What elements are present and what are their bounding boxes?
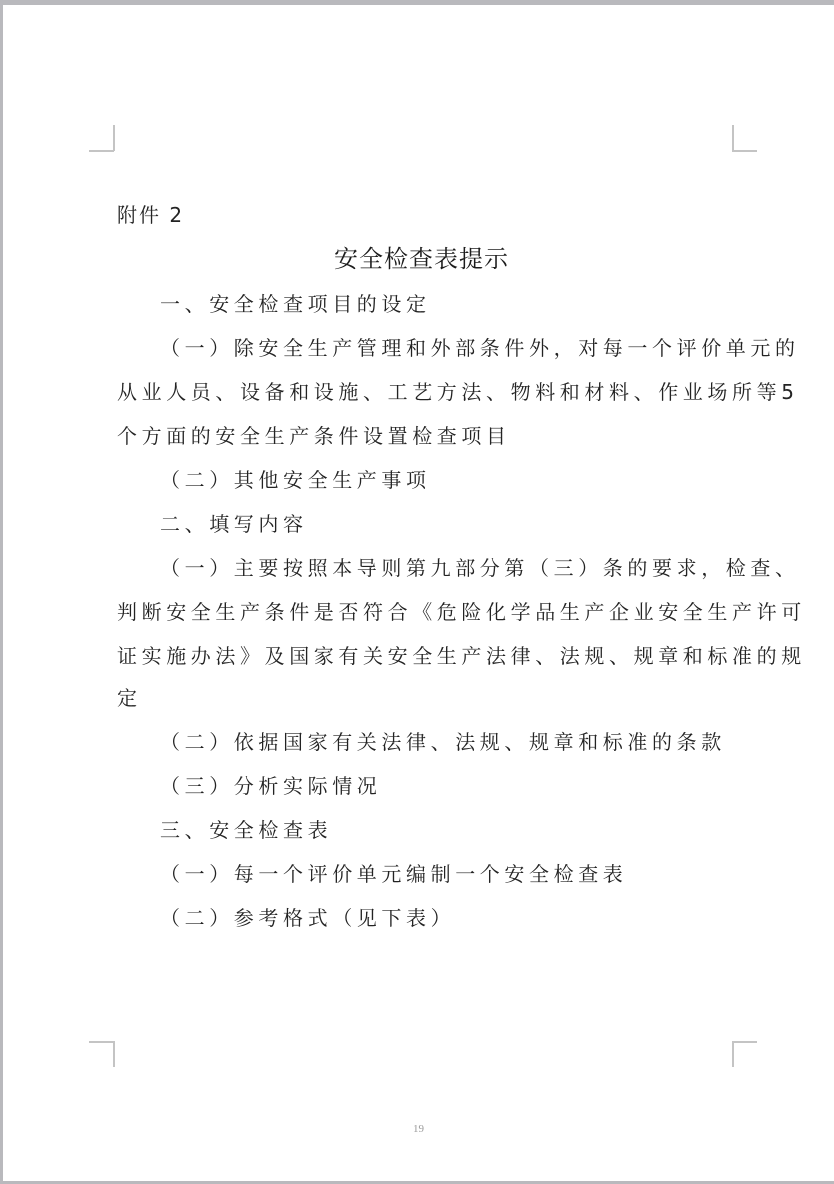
document-page [3,5,834,1181]
paragraph-line: （一）每一个评价单元编制一个安全检查表 [160,862,628,886]
section-heading-3: 三、安全检查表 [160,818,333,842]
paragraph-line: 判断安全生产条件是否符合《危险化学品生产企业安全生产许可 [117,600,806,624]
crop-mark-bottom-left-horizontal [89,1041,114,1043]
crop-mark-bottom-left-vertical [113,1041,115,1067]
paragraph-line: （一）除安全生产管理和外部条件外，对每一个评价单元的 [160,336,800,360]
paragraph-line: 个方面的安全生产条件设置检查项目 [117,424,511,448]
document-title: 安全检查表提示 [334,245,509,273]
attachment-label: 附件 2 [117,203,185,227]
paragraph-line: （二）参考格式（见下表） [160,906,456,930]
crop-mark-top-right-vertical [732,125,734,151]
section-heading-1: 一、安全检查项目的设定 [160,292,431,316]
crop-mark-top-left-horizontal [89,150,114,152]
paragraph-line: （一）主要按照本导则第九部分第（三）条的要求，检查、 [160,556,800,580]
page-number: 19 [413,1123,424,1135]
paragraph-line: 从业人员、设备和设施、工艺方法、物料和材料、作业场所等5 [117,380,799,404]
paragraph-line: 定 [117,686,142,710]
paragraph-line: 证实施办法》及国家有关安全生产法律、法规、规章和标准的规 [117,644,806,668]
crop-mark-bottom-right-horizontal [732,1041,757,1043]
paragraph-line: （三）分析实际情况 [160,774,382,798]
paragraph-line: （二）依据国家有关法律、法规、规章和标准的条款 [160,730,726,754]
crop-mark-bottom-right-vertical [732,1041,734,1067]
paragraph-line: （二）其他安全生产事项 [160,468,431,492]
crop-mark-top-left-vertical [113,125,115,151]
crop-mark-top-right-horizontal [732,150,757,152]
section-heading-2: 二、填写内容 [160,512,308,536]
